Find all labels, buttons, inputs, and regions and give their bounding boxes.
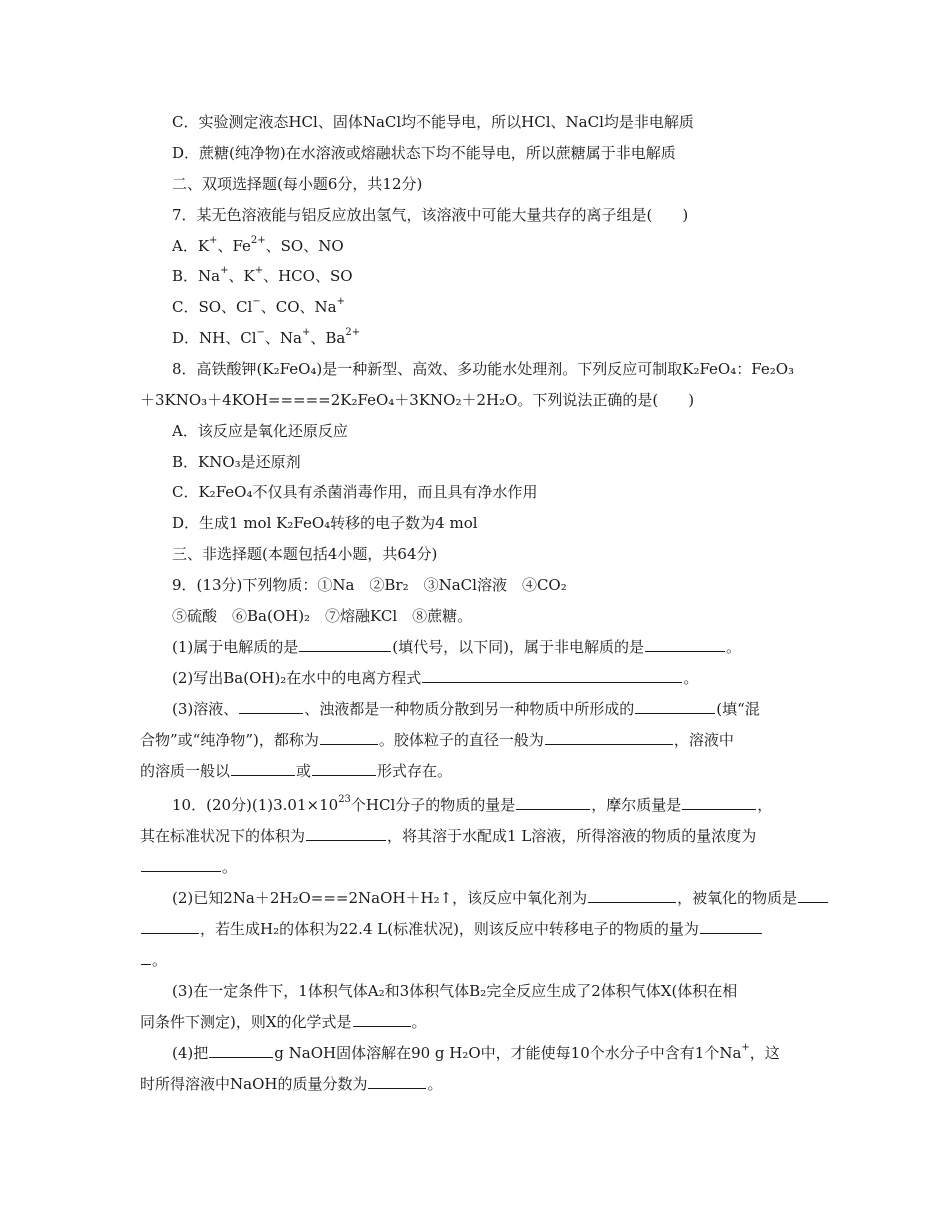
- answer-blank[interactable]: [353, 1012, 411, 1027]
- text: A．K: [172, 237, 210, 255]
- q10-part1-line3: [140, 857, 237, 877]
- q7-stem: 7．某无色溶液能与铝反应放出氢气，该溶液中可能大量共存的离子组是( ): [172, 206, 689, 224]
- answer-blank[interactable]: [239, 699, 303, 714]
- q10-part3-line1: (3)在一定条件下，1体积气体A₂和3体积气体B₂完全反应生成了2体积气体X(体积在相: [172, 982, 738, 1000]
- q7-option-a: [172, 236, 344, 256]
- text: g NaOH固体溶解在90 g H₂O中，才能使每10个水分子中含有1个Na: [274, 1044, 742, 1062]
- q9-stem-line2: ⑤硫酸 ⑥Ba(OH)₂ ⑦熔融KCl ⑧蔗糖。: [172, 607, 473, 625]
- superscript: −: [252, 296, 261, 307]
- exponent: 23: [338, 794, 351, 805]
- text: ，摩尔质量是: [591, 796, 682, 814]
- text: C．SO、Cl: [172, 298, 253, 316]
- text: 。: [411, 1013, 427, 1031]
- answer-blank[interactable]: [231, 761, 295, 776]
- q8-stem-line1: 8．高铁酸钾(K₂FeO₄)是一种新型、高效、多功能水处理剂。下列反应可制取K₂FeO₄：Fe₂O₃: [172, 360, 795, 378]
- superscript: 2+: [250, 235, 266, 246]
- answer-blank[interactable]: [141, 950, 151, 965]
- text: 、CO、Na: [260, 298, 337, 316]
- q10-part1-line2: [140, 826, 756, 846]
- q9-part1: [172, 637, 741, 657]
- q9-part2: [172, 668, 698, 688]
- text: 。: [725, 638, 741, 656]
- section-2-heading: 二、双项选择题(每小题6分，共12分): [172, 175, 423, 193]
- text: 、K: [228, 267, 255, 285]
- q9-part3-line3: [140, 761, 452, 781]
- text: (4)把: [172, 1044, 209, 1062]
- text: (2)已知2Na＋2H₂O===2NaOH＋H₂↑，该反应中氧化剂为: [172, 889, 588, 907]
- text: (1)属于电解质的是: [172, 638, 299, 656]
- text: 、Fe: [217, 237, 251, 255]
- answer-blank[interactable]: [141, 857, 221, 872]
- answer-blank[interactable]: [682, 795, 756, 810]
- superscript: +: [301, 327, 311, 338]
- answer-blank[interactable]: [422, 668, 682, 683]
- text: 合物”或“纯净物”)，都称为: [140, 731, 319, 749]
- q10-part4-line2: [140, 1074, 442, 1094]
- q10-part1-line1: [172, 795, 772, 815]
- text: ，这: [749, 1044, 780, 1062]
- q7-option-d: [172, 328, 360, 348]
- text: ，将其溶于水配成1 L溶液，所得溶液的物质的量浓度为: [387, 827, 757, 845]
- text: 其在标准状况下的体积为: [140, 827, 306, 845]
- superscript: +: [220, 265, 229, 276]
- superscript: +: [741, 1042, 750, 1053]
- text: 形式存在。: [377, 762, 453, 780]
- text: ，溶液中: [673, 731, 734, 749]
- answer-blank[interactable]: [635, 699, 715, 714]
- text: (填代号，以下同)，属于非电解质的是: [392, 638, 644, 656]
- section-3-heading: 三、非选择题(本题包括4小题，共64分): [172, 545, 438, 563]
- text: ，被氧化的物质是: [677, 889, 798, 907]
- text: 、SO、NO: [265, 237, 344, 255]
- text: (2)写出Ba(OH)₂在水中的电离方程式: [172, 669, 422, 687]
- text: 10．(20分)(1)3.01×10: [172, 796, 339, 814]
- answer-blank[interactable]: [545, 730, 673, 745]
- q6-option-d: D．蔗糖(纯净物)在水溶液或熔融状态下均不能导电，所以蔗糖属于非电解质: [172, 144, 676, 162]
- text: B．Na: [172, 267, 221, 285]
- q8-option-a: A．该反应是氧化还原反应: [172, 422, 348, 440]
- text: 、Na: [264, 329, 302, 347]
- answer-blank[interactable]: [368, 1074, 426, 1089]
- answer-blank[interactable]: [306, 826, 386, 841]
- q8-stem-line2: ＋3KNO₃＋4KOH=====2K₂FeO₄＋3KNO₂＋2H₂O。下列说法正确的是( ): [140, 391, 695, 409]
- answer-blank[interactable]: [588, 888, 676, 903]
- q10-part4-line1: [172, 1043, 780, 1063]
- text: (3)溶液、: [172, 700, 239, 718]
- q9-part3-line2: [140, 730, 734, 750]
- text: 。: [683, 669, 699, 687]
- q10-part2-line3: [140, 950, 167, 970]
- text: ，若生成H₂的体积为22.4 L(标准状况)，则该反应中转移电子的物质的量为: [200, 920, 699, 938]
- text: ，: [757, 796, 773, 814]
- q9-part3-line1: [172, 699, 760, 719]
- text: 或: [296, 762, 312, 780]
- answer-blank[interactable]: [299, 637, 391, 652]
- q8-option-c: C．K₂FeO₄不仅具有杀菌消毒作用，而且具有净水作用: [172, 483, 538, 501]
- text: 。: [152, 951, 168, 969]
- text: 。: [222, 858, 238, 876]
- q8-option-d: D．生成1 mol K₂FeO₄转移的电子数为4 mol: [172, 514, 478, 532]
- answer-blank[interactable]: [645, 637, 725, 652]
- text: 、HCO、SO: [263, 267, 353, 285]
- q10-part2-line1: [172, 888, 829, 908]
- text: 。: [427, 1075, 443, 1093]
- text: 。胶体粒子的直径一般为: [378, 731, 544, 749]
- text: 、浊液都是一种物质分散到另一种物质中所形成的: [304, 700, 635, 718]
- q10-part3-line2: [140, 1012, 427, 1032]
- answer-blank[interactable]: [798, 888, 828, 903]
- answer-blank[interactable]: [700, 919, 762, 934]
- q7-option-c: [172, 297, 345, 317]
- text: D．NH、Cl: [172, 329, 257, 347]
- answer-blank[interactable]: [141, 919, 199, 934]
- text: 、Ba: [310, 329, 346, 347]
- text: 同条件下测定)，则X的化学式是: [140, 1013, 352, 1031]
- text: 的溶质一般以: [140, 762, 231, 780]
- superscript: −: [256, 327, 265, 338]
- q7-option-b: [172, 266, 353, 286]
- superscript: 2+: [345, 327, 361, 338]
- superscript: +: [336, 296, 345, 307]
- q8-option-b: B．KNO₃是还原剂: [172, 453, 301, 471]
- text: (填“混: [716, 700, 760, 718]
- superscript: +: [254, 265, 264, 276]
- answer-blank[interactable]: [320, 730, 378, 745]
- answer-blank[interactable]: [312, 761, 376, 776]
- q6-option-c: C．实验测定液态HCl、固体NaCl均不能导电，所以HCl、NaCl均是非电解质: [172, 113, 694, 131]
- text: 时所得溶液中NaOH的质量分数为: [140, 1075, 368, 1093]
- q9-stem: 9．(13分)下列物质：①Na ②Br₂ ③NaCl溶液 ④CO₂: [172, 576, 567, 594]
- text: 个HCl分子的物质的量是: [350, 796, 516, 814]
- answer-blank[interactable]: [209, 1043, 273, 1058]
- q10-part2-line2: [140, 919, 763, 939]
- answer-blank[interactable]: [516, 795, 590, 810]
- superscript: +: [209, 235, 218, 246]
